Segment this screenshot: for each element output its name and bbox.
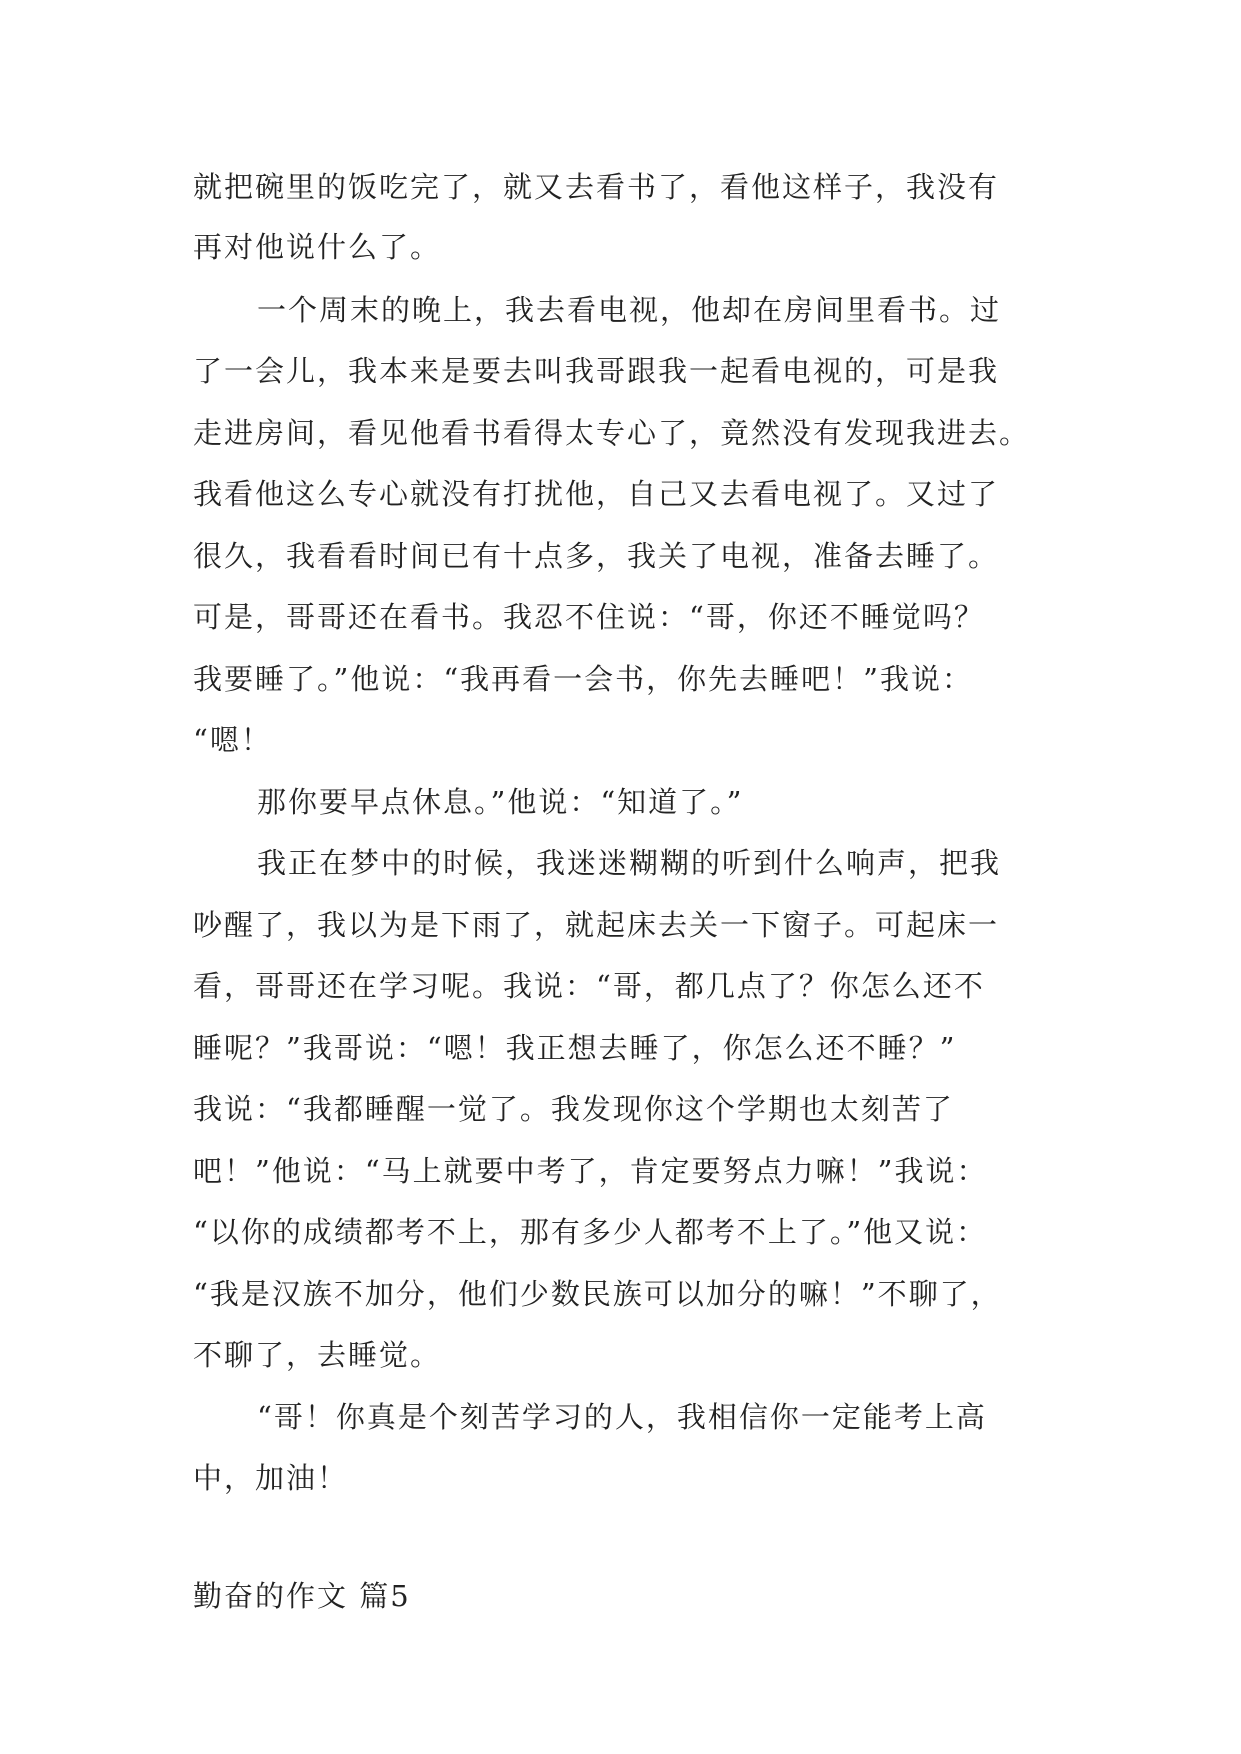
text-line: 我说：“我都睡醒一觉了。我发现你这个学期也太刻苦了 [193, 1092, 954, 1126]
text-line: 了一会儿，我本来是要去叫我哥跟我一起看电视的，可是我 [193, 354, 1000, 388]
text-line: 一个周末的晚上，我去看电视，他却在房间里看书。过 [257, 293, 1002, 327]
text-line: 睡呢？”我哥说：“嗯！我正想去睡了，你怎么还不睡？” [193, 1031, 957, 1065]
text-line: “我是汉族不加分，他们少数民族可以加分的嘛！”不聊了， [193, 1277, 1002, 1311]
text-line: 看，哥哥还在学习呢。我说：“哥，都几点了？你怎么还不 [193, 969, 985, 1003]
text-line: 吵醒了，我以为是下雨了，就起床去关一下窗子。可起床一 [193, 908, 1000, 942]
text-line: 吧！”他说：“马上就要中考了，肯定要努点力嘛！”我说： [193, 1154, 988, 1188]
section-heading: 勤奋的作文 篇5 [193, 1579, 411, 1613]
text-line: 中，加油！ [193, 1461, 349, 1495]
text-line: 我看他这么专心就没有打扰他，自己又去看电视了。又过了 [193, 477, 1000, 511]
text-line: 我要睡了。”他说：“我再看一会书，你先去睡吧！”我说： [193, 662, 973, 696]
text-line: 再对他说什么了。 [193, 230, 442, 264]
text-line: “哥！你真是个刻苦学习的人，我相信你一定能考上高 [257, 1400, 987, 1434]
text-line: 就把碗里的饭吃完了，就又去看书了，看他这样子，我没有 [193, 170, 1000, 204]
text-line: 走进房间，看见他看书看得太专心了，竟然没有发现我进去。 [193, 416, 1031, 450]
text-line: “嗯！ [193, 723, 272, 757]
text-line: 那你要早点休息。”他说：“知道了。” [257, 785, 744, 819]
text-line: 我正在梦中的时候，我迷迷糊糊的听到什么响声，把我 [257, 846, 1002, 880]
text-line: 可是，哥哥还在看书。我忍不住说：“哥，你还不睡觉吗？ [193, 600, 985, 634]
text-line: 很久，我看看时间已有十点多，我关了电视，准备去睡了。 [193, 539, 1000, 573]
text-line: 不聊了，去睡觉。 [193, 1338, 442, 1372]
text-line: “以你的成绩都考不上，那有多少人都考不上了。”他又说： [193, 1215, 988, 1249]
